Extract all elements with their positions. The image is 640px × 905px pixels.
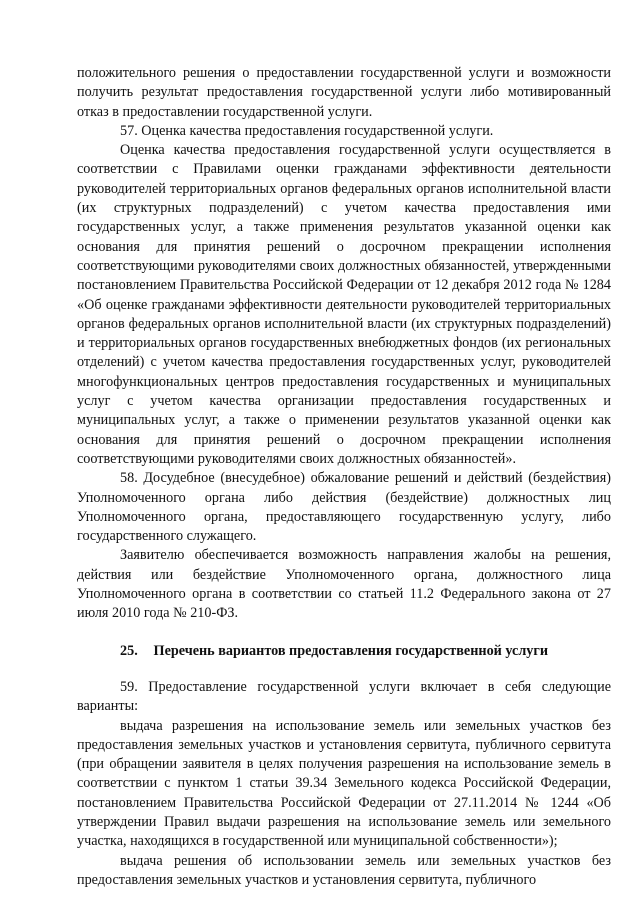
paragraph-continuation: положительного решения о предоставлении государственной услуги и возможности получить результат предоставления государственной услуги либо мотивированный отказ в предоставлении государственной услуги.: [77, 65, 611, 120]
document-body: [77, 64, 611, 890]
section-heading: [77, 642, 611, 661]
paragraph-57-text: Оценка качества предоставления государственной услуги осуществляется в соответствии с Правилами оценки гражданами эффективности деятельности руководителей территориальных органов федеральных органов исполнительной власти (их структурных подразделений) с учетом качества предоставления ими государственных услуг, а также применения результатов указанной оценки как основания для принятия решений о досрочном прекращении исполнения соответствующими руководителями своих должностных обязанностей, утвержденными постановлением Правительства Российской Федерации от 12 декабря 2012 года № 1284 «Об оценке гражданами эффективности деятельности руководителей территориальных органов федеральных органов исполнительной власти (их структурных подразделений) и территориальных органов государственных внебюджетных фондов (их региональных отделений) с учетом качества предоставления государственных услуг, руководителей многофункциональных центров предоставления государственных и муниципальных услуг с учетом качества организации предоставления государственных и муниципальных услуг, а также о применении результатов указанной оценки как основания для принятия решений о досрочном прекращении исполнения соответствующими руководителями своих должностных обязанностей».: [77, 142, 611, 467]
variant-2: выдача решения об использовании земель или земельных участков без предоставления земельных участков и установления сервитута, публичного: [77, 852, 611, 888]
paragraph-58-title: 58. Досудебное (внесудебное) обжалование решений и действий (бездействия) Уполномоченного органа либо действия (бездействие) должностных лиц Уполномоченного органа, предоставляющего государственную услугу, либо государственного служащего.: [77, 470, 611, 545]
paragraph-58-text: Заявителю обеспечивается возможность направления жалобы на решения, действия или бездействие Уполномоченного органа, должностного лица Уполномоченного органа в соответствии со статьей 11.2 Федерального закона от 27 июля 2010 года № 210-ФЗ.: [77, 547, 611, 622]
section-number: 25.: [120, 642, 138, 659]
section-title: Перечень вариантов предоставления государственной услуги: [153, 642, 549, 659]
paragraph-57-title: 57. Оценка качества предоставления государственной услуги.: [120, 122, 494, 139]
variant-1: выдача разрешения на использование земель или земельных участков без предоставления земельных участков и установления сервитута, публичного сервитута (при обращении заявителя в целях получения разрешения на использование земель в соответствии с пунктом 1 статьи 39.34 Земельного кодекса Российской Федерации, постановлением Правительства Российской Федерации от 27.11.2014 № 1244 «Об утверждении Правил выдачи разрешения на использование земель или земельного участка, находящихся в государственной или муниципальной собственности»);: [77, 717, 611, 850]
paragraph-59: 59. Предоставление государственной услуги включает в себя следующие варианты:: [77, 678, 611, 715]
